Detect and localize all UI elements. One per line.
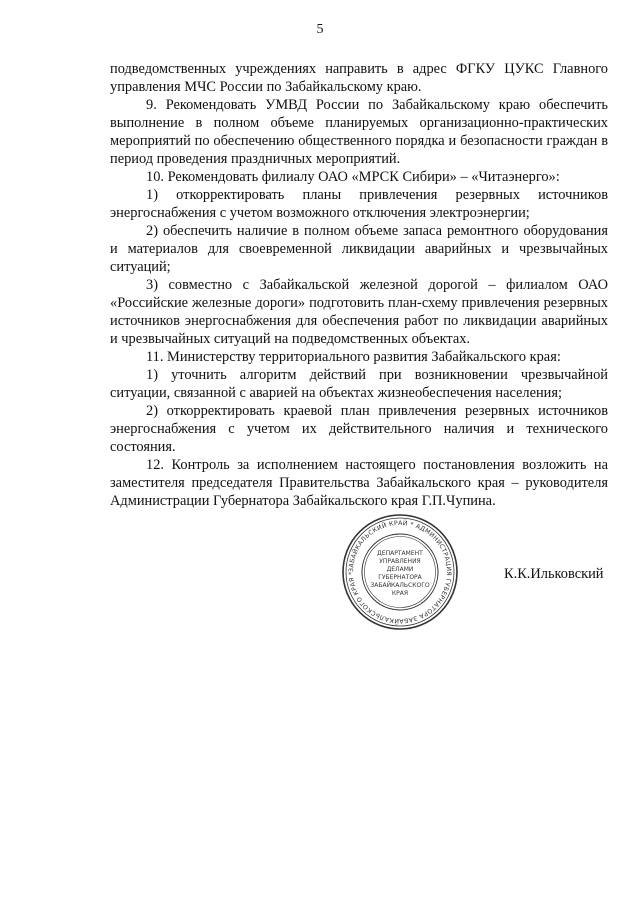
seal-line: ЗАБАЙКАЛЬСКОГО (370, 582, 430, 589)
seal-line: УПРАВЛЕНИЯ (379, 558, 421, 565)
seal-line: ДЕПАРТАМЕНТ (377, 550, 423, 557)
paragraph-item-11-1: 1) уточнить алгоритм действий при возникновении чрезвычайной ситуации, связанной с аварией на объектах жизнеобеспечения населения; (110, 367, 608, 401)
seal-ring-text: ЗАБАЙКАЛЬСКИЙ КРАЙ * АДМИНИСТРАЦИЯ ГУБЕРНАТОРА ЗАБАЙКАЛЬСКОГО КРАЯ * (347, 519, 453, 625)
paragraph-item-10: 10. Рекомендовать филиалу ОАО «МРСК Сибири» – «Читаэнерго»: (146, 169, 560, 185)
paragraph-item-11: 11. Министерству территориального развития Забайкальского края: (146, 349, 561, 365)
paragraph-item-11-2: 2) откорректировать краевой план привлечения резервных источников энергоснабжения с учетом их действительного наличия и технического состояния. (110, 403, 608, 455)
paragraph-item-10-2: 2) обеспечить наличие в полном объеме запаса ремонтного оборудования и материалов для своевременной ликвидации аварийных и чрезвычайных ситуаций; (110, 223, 608, 275)
paragraph-item-9: 9. Рекомендовать УМВД России по Забайкальскому краю обеспечить выполнение в полном объеме планируемых организационно-практических мероприятий по обеспечению общественного порядка и безопасности граждан в период проведения праздничных мероприятий. (110, 97, 608, 167)
seal-line: КРАЯ (391, 590, 409, 597)
page-number: 5 (316, 22, 324, 37)
signatory-name: К.К.Ильковский (504, 566, 604, 582)
seal-line: ДЕЛАМИ (386, 566, 414, 573)
paragraph-item-10-1: 1) откорректировать планы привлечения резервных источников энергоснабжения с учетом возможного отключения электроэнергии; (110, 187, 608, 221)
official-seal-stamp (340, 512, 460, 632)
seal-line: ГУБЕРНАТОРА (378, 574, 422, 581)
paragraph-continuation: подведомственных учреждениях направить в адрес ФГКУ ЦУКС Главного управления МЧС России по Забайкальскому краю. (110, 61, 608, 95)
paragraph-item-10-3: 3) совместно с Забайкальской железной дорогой – филиалом ОАО «Российские железные дороги» подготовить план-схему привлечения резервных источников энергоснабжения для обеспечения работ по ликвидации аварийных и чрезвычайных ситуаций на подведомственных объектах. (110, 277, 608, 347)
paragraph-item-12: 12. Контроль за исполнением настоящего постановления возложить на заместителя председателя Правительства Забайкальского края – руководителя Администрации Губернатора Забайкальского края Г.П.Чупина. (110, 457, 608, 509)
document-body (110, 60, 608, 510)
